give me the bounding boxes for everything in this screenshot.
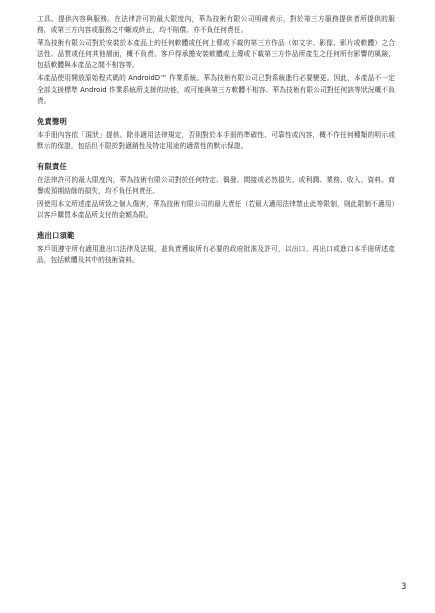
- limited-liability-paragraph-1: 在法律許可的最大限度內，華為技術有限公司對於任何特定、偶發、間接或必然損失、或利潤、業務、收入、資料、商譽或預期結餘的損失，均不負任何責任。: [37, 175, 395, 196]
- import-export-heading: 進出口須範: [37, 231, 75, 241]
- intro-paragraph-1: 工具、提供內容與服務。在法律許可的最大限度內，華為技術有限公司明確表示，對於第三方服務提供者所提供的服務，或第三方內容或服務之中斷或終止，均不賠償、亦不負任何責任。: [37, 15, 395, 35]
- limited-liability-paragraph-2: 因使用本文所述產品所致之個人傷害，華為技術有限公司的最大責任（若最大適用法律禁止此等限制，則此限制不適用）以客戶購買本產品所支付的金額為限。: [37, 200, 395, 220]
- page-number: 3: [401, 582, 407, 592]
- document-body: [37, 14, 395, 269]
- intro-paragraph-2: 華為技術有限公司對於安裝於本產品上的任何軟體或任何上傳或下載的第三方作品（如文字、影像、影片或軟體）之合法性、品質或任何其他層面，概不負責。客戶得承擔安裝軟體或上傳或下載第三方作品所產生之任何所有影響的風險，包括軟體與本產品之間不相容等。: [37, 39, 395, 70]
- disclaimer-heading: 免責聲明: [37, 116, 67, 126]
- import-export-paragraph: 客戶須遵守所有適用進出口法律及法規，並負責獲取所有必要的政府批准及許可，以出口、再出口或進口本手冊所述產品，包括軟體及其中的技術資料。: [37, 245, 395, 265]
- disclaimer-paragraph: 本手冊內容依「現狀」提供。除非適用法律規定，否則對於本手冊的準確性、可靠性或內容，概不作任何種類的明示或默示的保證，包括但不限於對適銷性及特定用途的適當性的默示保證。: [37, 130, 395, 150]
- limited-liability-heading: 有限責任: [37, 161, 67, 171]
- intro-paragraph-3: 本產品使用開放原始程式碼的 AndroidD™ 作業系統。華為技術有限公司已對系統進行必要變更。因此，本產品不一定全部支援標準 Android 作業系統所支援的功能，或可能與第三方軟體不相容。華為技術有限公司對任何該等狀況概不負責。: [37, 74, 395, 105]
